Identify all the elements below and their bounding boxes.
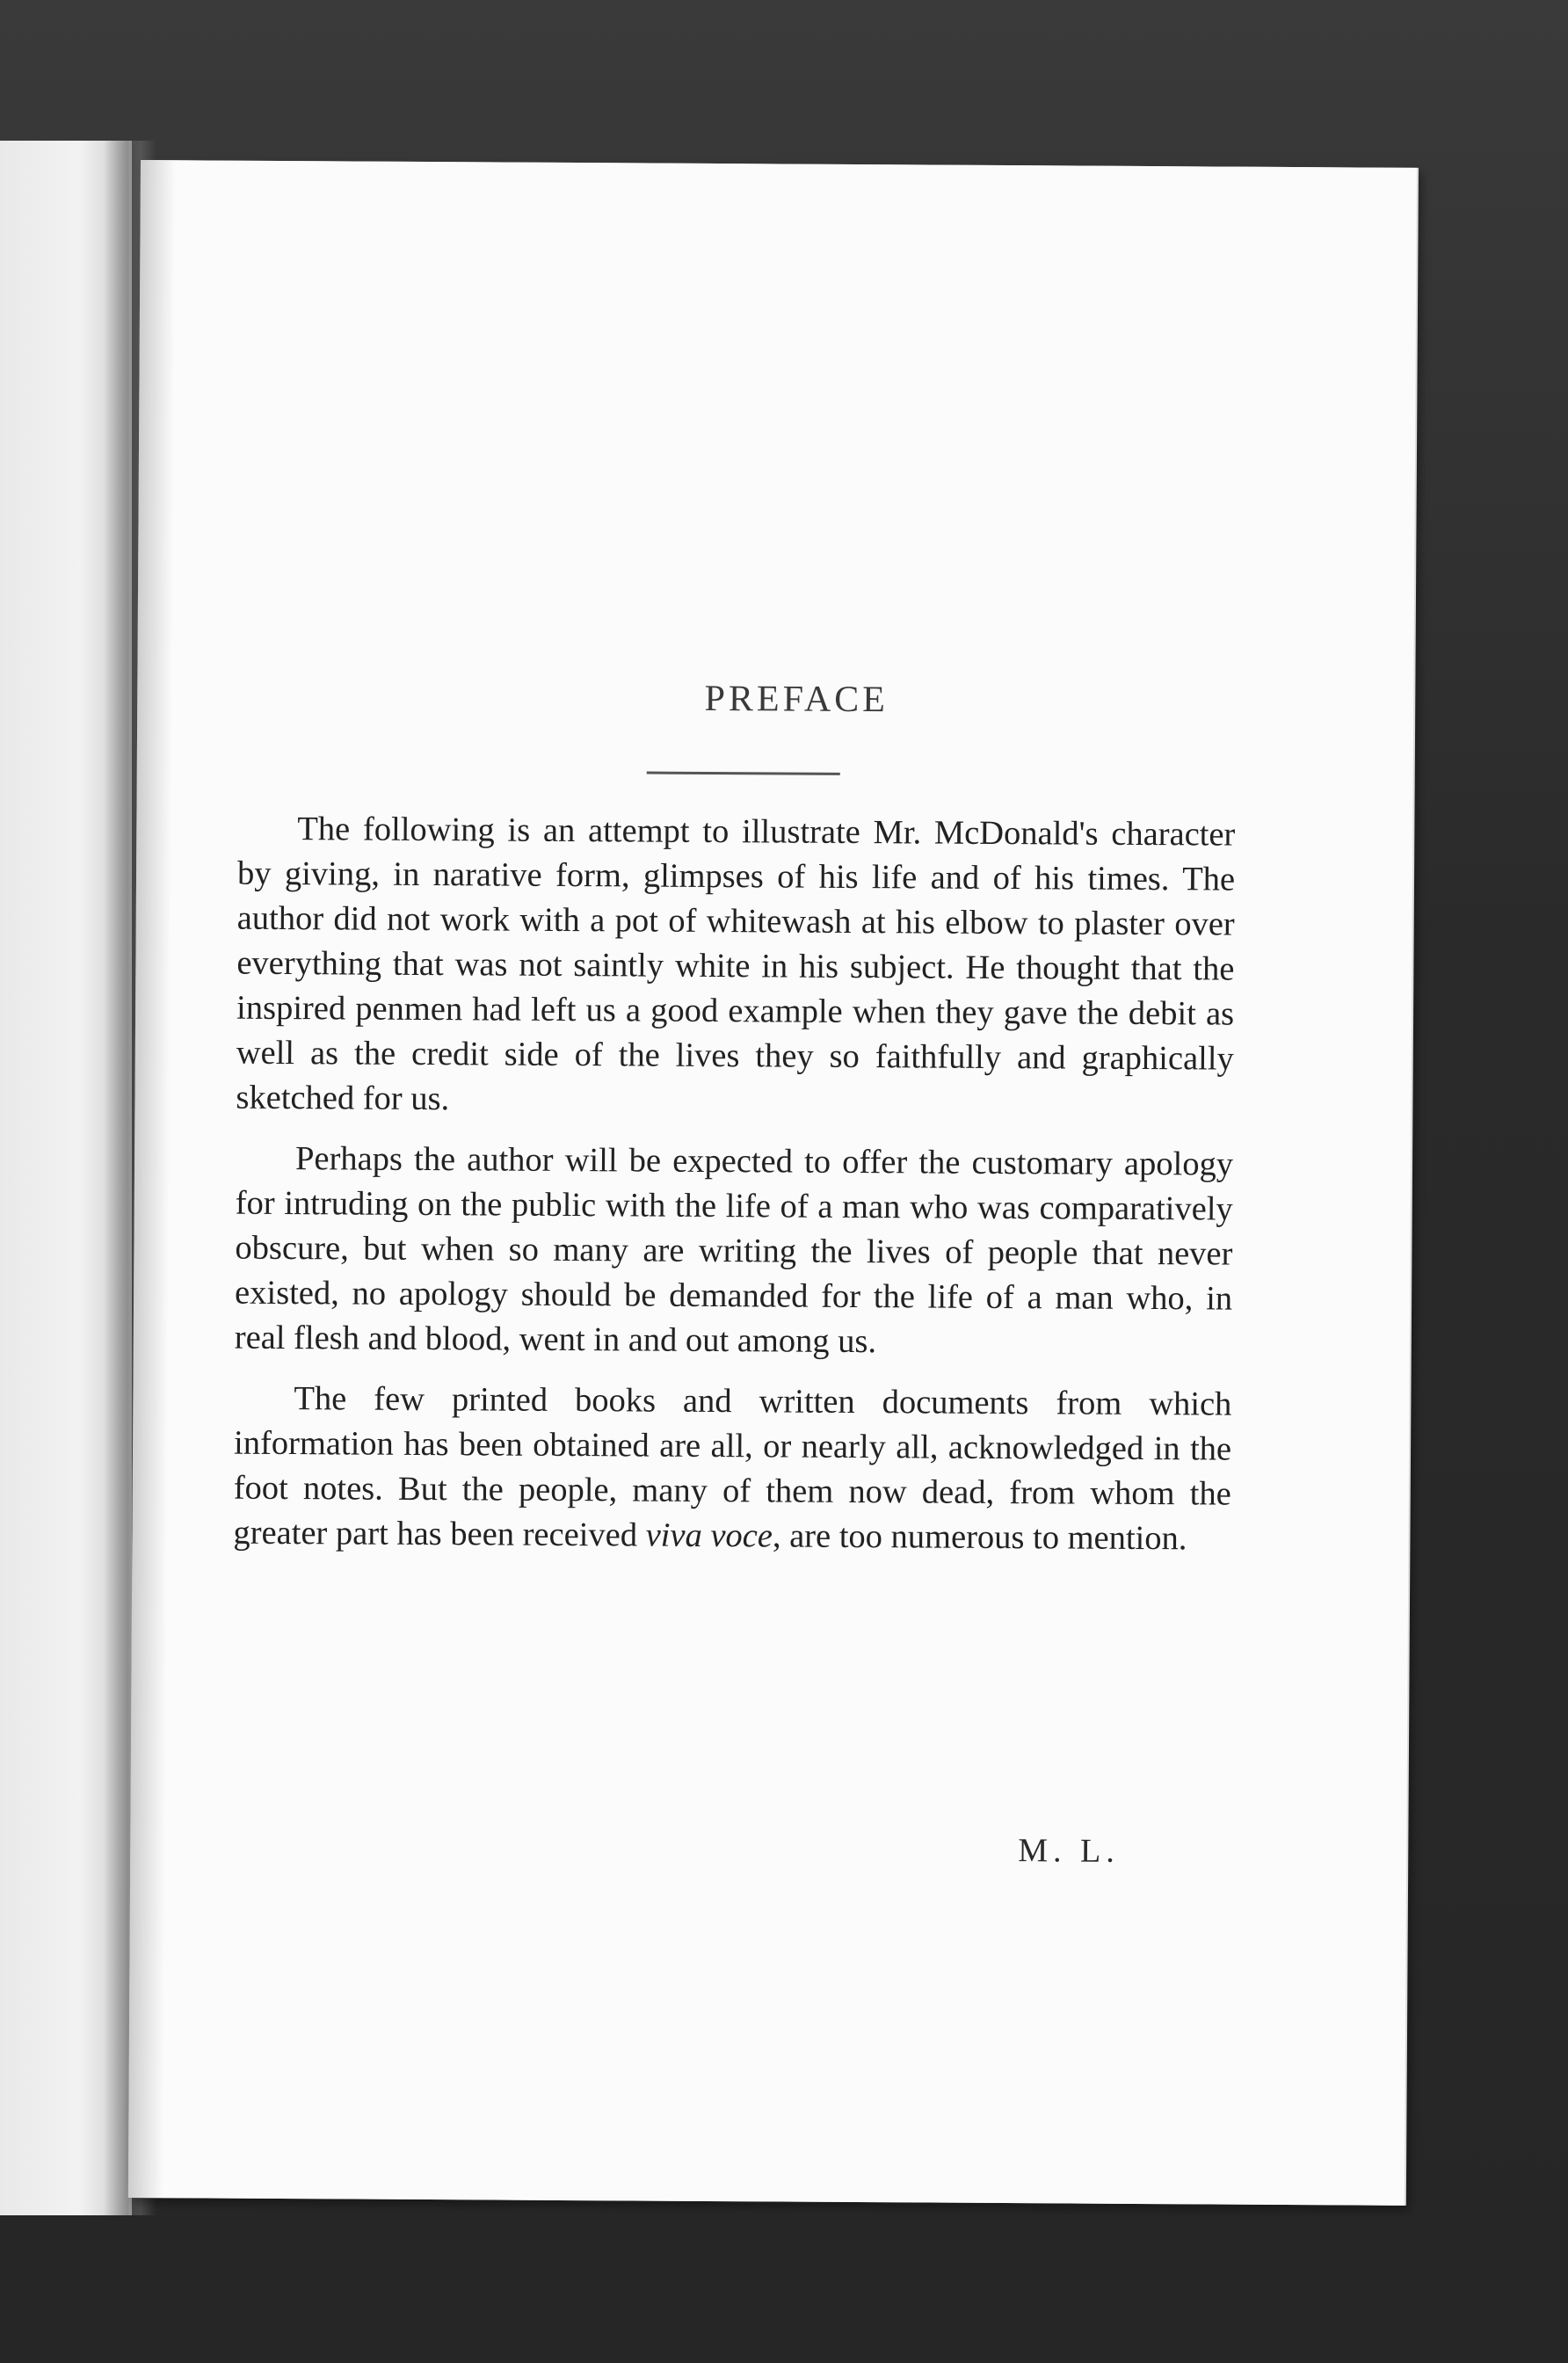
book-page: [128, 160, 1417, 2206]
italic-phrase: viva voce: [645, 1516, 773, 1555]
preface-body: [233, 807, 1235, 1578]
paragraph-3-end: , are too numerous to mention.: [772, 1517, 1187, 1558]
paragraph-3: [233, 1377, 1231, 1562]
page-title: PREFACE: [704, 678, 889, 721]
paragraph-3-start: The few printed books and written documents from which information has been obtained are all, or nearly all, acknowledged in the foot notes. But the people, many of them now dead, from whom the greater part has been received: [233, 1380, 1232, 1554]
paragraph-1: The following is an attempt to illustrate Mr. McDonald's character by giving, in narative form, glimpses of his life and of his times. The author did not work with a pot of whitewash at his elbow to plaster over everything that was not saintly white in his subject. He thought that the inspired penmen had left us a good example when they gave the debit as well as the credit side of the lives they so faithfully and graphically sketched for us.: [236, 811, 1236, 1118]
title-rule: [647, 772, 840, 775]
author-initials: M. L.: [1018, 1832, 1120, 1870]
paragraph-2: Perhaps the author will be expected to offer the customary apology for intruding on the public with the life of a man who was comparatively obscure, but when so many are writing the lives of people that never existed, no apology should be demanded for the life of a man who, in real flesh and blood, went in and out among us.: [234, 1140, 1234, 1361]
